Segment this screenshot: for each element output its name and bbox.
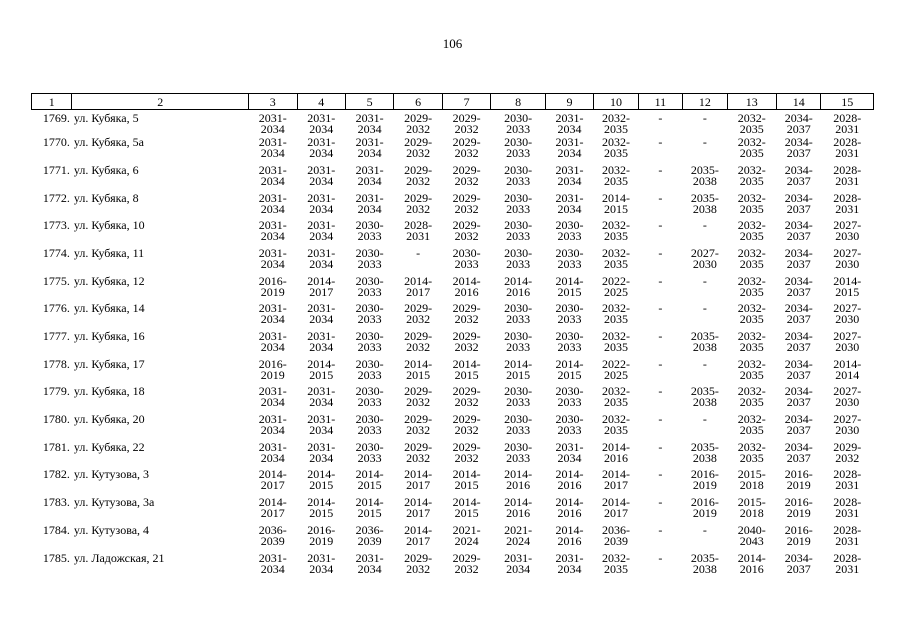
period-cell: 2034- 2037 bbox=[784, 329, 813, 354]
period-cell: 2029- 2032 bbox=[404, 301, 433, 327]
table-row bbox=[32, 331, 874, 359]
address-cell: ул. Кутузова, 4 bbox=[73, 522, 150, 537]
address-cell: ул. Кутузова, 3 bbox=[73, 467, 150, 482]
row-number: 1770. bbox=[42, 135, 70, 150]
period-cell: 2014- 2017 bbox=[258, 495, 287, 521]
table-row bbox=[32, 469, 874, 497]
period-cell: - bbox=[702, 111, 707, 125]
table-row bbox=[32, 303, 874, 331]
column-header: 8 bbox=[491, 94, 546, 110]
period-cell: 2016- 2019 bbox=[784, 467, 813, 493]
period-cell: 2031- 2034 bbox=[258, 301, 287, 327]
period-cell: 2031- 2034 bbox=[307, 301, 336, 327]
address-cell: ул. Кубяка, 12 bbox=[73, 273, 145, 288]
address-cell: ул. Кубяка, 5а bbox=[73, 135, 144, 150]
period-cell: 2014- 2017 bbox=[258, 467, 287, 493]
period-cell: 2030- 2033 bbox=[355, 384, 384, 410]
column-header: 5 bbox=[345, 94, 393, 110]
period-cell: 2014- 2015 bbox=[307, 356, 336, 382]
period-cell: 2014- 2017 bbox=[601, 495, 630, 521]
period-cell: 2030- 2033 bbox=[555, 384, 584, 410]
period-cell: 2030- 2033 bbox=[355, 245, 384, 271]
period-cell: 2031- 2034 bbox=[258, 111, 287, 136]
period-cell: - bbox=[658, 245, 663, 260]
period-cell: 2030- 2033 bbox=[504, 218, 533, 244]
period-cell: 2030- 2033 bbox=[504, 384, 533, 410]
period-cell: 2032- 2035 bbox=[601, 301, 630, 327]
period-cell: 2014- 2016 bbox=[555, 522, 584, 548]
row-number: 1772. bbox=[42, 190, 70, 205]
column-header: 15 bbox=[821, 94, 874, 110]
period-cell: 2030- 2033 bbox=[504, 245, 533, 271]
period-cell: 2014- 2015 bbox=[504, 356, 533, 382]
period-cell: 2034- 2037 bbox=[784, 218, 813, 244]
period-cell: 2014- 2015 bbox=[307, 495, 336, 521]
column-header: 4 bbox=[297, 94, 345, 110]
period-cell: 2029- 2032 bbox=[404, 412, 433, 438]
period-cell: - bbox=[658, 218, 663, 233]
period-cell: 2014- 2015 bbox=[355, 467, 384, 493]
period-cell: - bbox=[658, 495, 663, 510]
period-cell: 2031- 2034 bbox=[504, 550, 533, 576]
period-cell: 2032- 2035 bbox=[601, 245, 630, 271]
column-header: 7 bbox=[442, 94, 490, 110]
period-cell: 2029- 2032 bbox=[404, 550, 433, 576]
period-cell: 2027- 2030 bbox=[833, 384, 862, 410]
period-cell: 2031- 2034 bbox=[307, 550, 336, 576]
period-cell: 2027- 2030 bbox=[833, 245, 862, 271]
period-cell: 2031- 2034 bbox=[355, 111, 384, 136]
period-cell: 2034- 2037 bbox=[784, 439, 813, 465]
period-cell: 2035- 2038 bbox=[690, 190, 719, 216]
period-cell: 2032- 2035 bbox=[737, 162, 766, 188]
period-cell: 2032- 2035 bbox=[737, 439, 766, 465]
address-cell: ул. Кубяка, 18 bbox=[73, 384, 145, 399]
period-cell: 2034- 2037 bbox=[784, 190, 813, 216]
column-header: 10 bbox=[594, 94, 638, 110]
period-cell: 2014- 2016 bbox=[504, 467, 533, 493]
period-cell: 2028- 2031 bbox=[833, 111, 862, 136]
period-cell: 2031- 2034 bbox=[258, 384, 287, 410]
table-header bbox=[32, 94, 874, 110]
period-cell: 2031- 2034 bbox=[307, 384, 336, 410]
period-cell: 2031- 2034 bbox=[258, 190, 287, 216]
period-cell: 2031- 2034 bbox=[258, 245, 287, 271]
period-cell: 2030- 2033 bbox=[355, 301, 384, 327]
period-cell: 2035- 2038 bbox=[690, 384, 719, 410]
period-cell: 2016- 2019 bbox=[307, 522, 336, 548]
period-cell: 2030- 2033 bbox=[555, 329, 584, 354]
column-header: 12 bbox=[683, 94, 727, 110]
period-cell: 2015- 2018 bbox=[737, 467, 766, 493]
row-number: 1779. bbox=[42, 384, 70, 399]
period-cell: 2028- 2031 bbox=[833, 550, 862, 576]
period-cell: 2030- 2033 bbox=[355, 356, 384, 382]
page-number: 106 bbox=[442, 36, 463, 51]
period-cell: 2029- 2032 bbox=[452, 162, 481, 188]
period-cell: 2029- 2032 bbox=[452, 135, 481, 161]
period-cell: 2016- 2019 bbox=[690, 495, 719, 521]
period-cell: 2031- 2034 bbox=[307, 162, 336, 188]
period-cell: 2031- 2034 bbox=[258, 550, 287, 576]
period-cell: - bbox=[702, 273, 707, 288]
period-cell: 2030- 2033 bbox=[555, 412, 584, 438]
period-cell: 2014- 2015 bbox=[452, 495, 481, 521]
period-cell: - bbox=[658, 190, 663, 205]
period-cell: 2034- 2037 bbox=[784, 356, 813, 382]
period-cell: 2032- 2035 bbox=[737, 111, 766, 136]
period-cell: 2032- 2035 bbox=[737, 273, 766, 299]
period-cell: 2015- 2018 bbox=[737, 495, 766, 521]
table-row bbox=[32, 137, 874, 165]
row-number: 1783. bbox=[42, 495, 70, 510]
period-cell: - bbox=[702, 218, 707, 233]
period-cell: 2034- 2037 bbox=[784, 135, 813, 161]
period-cell: - bbox=[702, 135, 707, 150]
period-cell: - bbox=[658, 301, 663, 316]
period-cell: - bbox=[658, 467, 663, 482]
period-cell: 2034- 2037 bbox=[784, 384, 813, 410]
period-cell: 2030- 2033 bbox=[355, 273, 384, 299]
period-cell: 2032- 2035 bbox=[737, 329, 766, 354]
period-cell: 2014- 2016 bbox=[504, 273, 533, 299]
period-cell: 2032- 2035 bbox=[601, 162, 630, 188]
period-cell: 2031- 2034 bbox=[258, 439, 287, 465]
period-cell: 2014- 2015 bbox=[833, 273, 862, 299]
period-cell: 2028- 2031 bbox=[833, 135, 862, 161]
period-cell: - bbox=[658, 439, 663, 454]
period-cell: 2035- 2038 bbox=[690, 550, 719, 576]
schedule-table bbox=[31, 93, 874, 580]
period-cell: 2031- 2034 bbox=[258, 412, 287, 438]
row-number: 1775. bbox=[42, 273, 70, 288]
period-cell: 2014- 2017 bbox=[404, 467, 433, 493]
period-cell: 2028- 2031 bbox=[833, 522, 862, 548]
period-cell: 2014- 2015 bbox=[555, 273, 584, 299]
period-cell: 2029- 2032 bbox=[452, 190, 481, 216]
address-cell: ул. Кубяка, 16 bbox=[73, 329, 145, 343]
period-cell: 2032- 2035 bbox=[737, 384, 766, 410]
address-cell: ул. Кубяка, 8 bbox=[73, 190, 139, 205]
address-cell: ул. Кубяка, 5 bbox=[73, 111, 139, 125]
period-cell: 2016- 2019 bbox=[258, 356, 287, 382]
period-cell: - bbox=[658, 162, 663, 177]
period-cell: 2036- 2039 bbox=[355, 522, 384, 548]
period-cell: 2031- 2034 bbox=[355, 550, 384, 576]
period-cell: - bbox=[702, 412, 707, 427]
address-cell: ул. Кубяка, 10 bbox=[73, 218, 145, 233]
period-cell: 2031- 2034 bbox=[258, 162, 287, 188]
period-cell: 2030- 2033 bbox=[555, 218, 584, 244]
address-cell: ул. Ладожская, 21 bbox=[73, 550, 165, 565]
period-cell: 2027- 2030 bbox=[833, 301, 862, 327]
period-cell: 2030- 2033 bbox=[355, 439, 384, 465]
period-cell: 2014- 2016 bbox=[601, 439, 630, 465]
period-cell: 2031- 2034 bbox=[258, 329, 287, 354]
period-cell: 2031- 2034 bbox=[355, 135, 384, 161]
period-cell: 2034- 2037 bbox=[784, 245, 813, 271]
period-cell: 2032- 2035 bbox=[737, 218, 766, 244]
period-cell: 2032- 2035 bbox=[737, 135, 766, 161]
column-header: 9 bbox=[545, 94, 593, 110]
period-cell: 2031- 2034 bbox=[555, 439, 584, 465]
row-number: 1771. bbox=[42, 162, 70, 177]
table-row bbox=[32, 525, 874, 553]
period-cell: - bbox=[658, 522, 663, 537]
period-cell: 2036- 2039 bbox=[258, 522, 287, 548]
period-cell: 2031- 2034 bbox=[555, 111, 584, 136]
row-number: 1774. bbox=[42, 245, 70, 260]
period-cell: 2029- 2032 bbox=[833, 439, 862, 465]
period-cell: - bbox=[658, 273, 663, 288]
period-cell: 2030- 2033 bbox=[504, 301, 533, 327]
period-cell: 2029- 2032 bbox=[404, 135, 433, 161]
period-cell: 2032- 2035 bbox=[737, 245, 766, 271]
period-cell: 2028- 2031 bbox=[833, 467, 862, 493]
period-cell: 2014- 2015 bbox=[404, 356, 433, 382]
period-cell: - bbox=[702, 522, 707, 537]
period-cell: 2031- 2034 bbox=[307, 190, 336, 216]
table-row bbox=[32, 165, 874, 193]
period-cell: 2030- 2033 bbox=[504, 111, 533, 136]
period-cell: 2027- 2030 bbox=[833, 329, 862, 354]
period-cell: - bbox=[658, 384, 663, 399]
table-row bbox=[32, 248, 874, 276]
table-row bbox=[32, 414, 874, 442]
period-cell: 2030- 2033 bbox=[555, 301, 584, 327]
period-cell: 2032- 2035 bbox=[601, 135, 630, 161]
column-header: 1 bbox=[32, 94, 72, 110]
period-cell: 2032- 2035 bbox=[601, 412, 630, 438]
row-number: 1773. bbox=[42, 218, 70, 233]
column-header: 14 bbox=[777, 94, 821, 110]
period-cell: 2034- 2037 bbox=[784, 273, 813, 299]
period-cell: 2021- 2024 bbox=[504, 522, 533, 548]
table-row bbox=[32, 276, 874, 304]
row-number: 1776. bbox=[42, 301, 70, 316]
period-cell: 2040- 2043 bbox=[737, 522, 766, 548]
period-cell: 2031- 2034 bbox=[307, 218, 336, 244]
period-cell: - bbox=[658, 135, 663, 150]
period-cell: 2014- 2016 bbox=[555, 467, 584, 493]
address-cell: ул. Кутузова, 3а bbox=[73, 495, 155, 510]
period-cell: 2027- 2030 bbox=[833, 218, 862, 244]
table-row bbox=[32, 442, 874, 470]
period-cell: 2014- 2015 bbox=[452, 356, 481, 382]
period-cell: 2014- 2015 bbox=[355, 495, 384, 521]
period-cell: 2028- 2031 bbox=[404, 218, 433, 244]
period-cell: 2014- 2017 bbox=[404, 495, 433, 521]
period-cell: 2032- 2035 bbox=[601, 329, 630, 354]
address-cell: ул. Кубяка, 22 bbox=[73, 439, 145, 454]
period-cell: 2031- 2034 bbox=[555, 190, 584, 216]
address-cell: ул. Кубяка, 17 bbox=[73, 356, 145, 371]
period-cell: - bbox=[702, 356, 707, 371]
row-number: 1769. bbox=[42, 111, 70, 125]
period-cell: 2029- 2032 bbox=[404, 190, 433, 216]
address-cell: ул. Кубяка, 14 bbox=[73, 301, 145, 316]
period-cell: 2029- 2032 bbox=[404, 111, 433, 136]
period-cell: 2022- 2025 bbox=[601, 356, 630, 382]
period-cell: 2032- 2035 bbox=[737, 190, 766, 216]
period-cell: 2031- 2034 bbox=[258, 218, 287, 244]
period-cell: 2014- 2015 bbox=[307, 467, 336, 493]
period-cell: 2031- 2034 bbox=[307, 412, 336, 438]
period-cell: 2030- 2033 bbox=[504, 439, 533, 465]
period-cell: - bbox=[658, 329, 663, 343]
period-cell: - bbox=[658, 550, 663, 565]
period-cell: 2035- 2038 bbox=[690, 329, 719, 354]
period-cell: 2029- 2032 bbox=[452, 439, 481, 465]
address-cell: ул. Кубяка, 6 bbox=[73, 162, 139, 177]
period-cell: 2030- 2033 bbox=[504, 190, 533, 216]
period-cell: 2030- 2033 bbox=[504, 329, 533, 354]
period-cell: 2036- 2039 bbox=[601, 522, 630, 548]
period-cell: 2014- 2017 bbox=[307, 273, 336, 299]
period-cell: 2029- 2032 bbox=[452, 301, 481, 327]
table-row bbox=[32, 497, 874, 525]
period-cell: 2034- 2037 bbox=[784, 550, 813, 576]
period-cell: 2032- 2035 bbox=[601, 111, 630, 136]
row-number: 1784. bbox=[42, 522, 70, 537]
table-row bbox=[32, 220, 874, 248]
address-cell: ул. Кубяка, 11 bbox=[73, 245, 145, 260]
address-cell: ул. Кубяка, 20 bbox=[73, 412, 145, 427]
period-cell: 2029- 2032 bbox=[404, 439, 433, 465]
period-cell: - bbox=[416, 245, 421, 260]
period-cell: 2014- 2016 bbox=[504, 495, 533, 521]
period-cell: 2028- 2031 bbox=[833, 495, 862, 521]
period-cell: 2035- 2038 bbox=[690, 162, 719, 188]
column-header: 13 bbox=[727, 94, 776, 110]
period-cell: 2031- 2034 bbox=[555, 135, 584, 161]
period-cell: 2029- 2032 bbox=[452, 218, 481, 244]
period-cell: 2031- 2034 bbox=[307, 329, 336, 354]
period-cell: 2034- 2037 bbox=[784, 301, 813, 327]
period-cell: 2031- 2034 bbox=[307, 439, 336, 465]
period-cell: 2021- 2024 bbox=[452, 522, 481, 548]
period-cell: 2027- 2030 bbox=[690, 245, 719, 271]
period-cell: 2028- 2031 bbox=[833, 162, 862, 188]
period-cell: 2032- 2035 bbox=[601, 218, 630, 244]
period-cell: 2032- 2035 bbox=[601, 550, 630, 576]
period-cell: 2014- 2017 bbox=[404, 273, 433, 299]
period-cell: 2014- 2017 bbox=[601, 467, 630, 493]
period-cell: 2016- 2019 bbox=[258, 273, 287, 299]
period-cell: 2029- 2032 bbox=[452, 329, 481, 354]
period-cell: 2014- 2015 bbox=[555, 356, 584, 382]
period-cell: 2030- 2033 bbox=[355, 329, 384, 354]
period-cell: 2032- 2035 bbox=[737, 356, 766, 382]
column-header: 11 bbox=[638, 94, 682, 110]
row-number: 1781. bbox=[42, 439, 70, 454]
period-cell: 2014- 2016 bbox=[555, 495, 584, 521]
table-row bbox=[32, 193, 874, 221]
table-row bbox=[32, 110, 874, 138]
period-cell: 2014- 2014 bbox=[833, 356, 862, 382]
column-header: 2 bbox=[72, 94, 249, 110]
period-cell: 2029- 2032 bbox=[404, 329, 433, 354]
period-cell: 2022- 2025 bbox=[601, 273, 630, 299]
period-cell: 2014- 2016 bbox=[737, 550, 766, 576]
period-cell: 2029- 2032 bbox=[452, 550, 481, 576]
period-cell: 2030- 2033 bbox=[452, 245, 481, 271]
period-cell: 2030- 2033 bbox=[355, 218, 384, 244]
period-cell: 2031- 2034 bbox=[355, 190, 384, 216]
row-number: 1780. bbox=[42, 412, 70, 427]
period-cell: 2030- 2033 bbox=[504, 412, 533, 438]
period-cell: 2031- 2034 bbox=[307, 245, 336, 271]
period-cell: 2029- 2032 bbox=[452, 111, 481, 136]
period-cell: 2029- 2032 bbox=[452, 384, 481, 410]
period-cell: 2032- 2035 bbox=[601, 384, 630, 410]
period-cell: 2014- 2017 bbox=[404, 522, 433, 548]
table-row bbox=[32, 359, 874, 387]
period-cell: - bbox=[658, 412, 663, 427]
period-cell: 2029- 2032 bbox=[404, 384, 433, 410]
period-cell: 2035- 2038 bbox=[690, 439, 719, 465]
table-row bbox=[32, 553, 874, 581]
period-cell: 2031- 2034 bbox=[555, 550, 584, 576]
table-row bbox=[32, 386, 874, 414]
period-cell: 2034- 2037 bbox=[784, 412, 813, 438]
period-cell: 2031- 2034 bbox=[555, 162, 584, 188]
period-cell: - bbox=[658, 111, 663, 125]
period-cell: 2030- 2033 bbox=[555, 245, 584, 271]
period-cell: 2016- 2019 bbox=[784, 495, 813, 521]
period-cell: 2034- 2037 bbox=[784, 111, 813, 136]
column-header: 3 bbox=[249, 94, 297, 110]
column-header: 6 bbox=[394, 94, 442, 110]
period-cell: 2032- 2035 bbox=[737, 412, 766, 438]
period-cell: 2030- 2033 bbox=[504, 162, 533, 188]
period-cell: 2031- 2034 bbox=[307, 135, 336, 161]
period-cell: 2014- 2016 bbox=[452, 273, 481, 299]
period-cell: 2031- 2034 bbox=[355, 162, 384, 188]
row-number: 1778. bbox=[42, 356, 70, 371]
table-body bbox=[32, 110, 874, 581]
row-number: 1777. bbox=[42, 329, 70, 343]
period-cell: 2032- 2035 bbox=[737, 301, 766, 327]
header-row bbox=[32, 94, 874, 110]
period-cell: 2016- 2019 bbox=[690, 467, 719, 493]
period-cell: 2016- 2019 bbox=[784, 522, 813, 548]
period-cell: 2027- 2030 bbox=[833, 412, 862, 438]
row-number: 1785. bbox=[42, 550, 70, 565]
period-cell: 2029- 2032 bbox=[404, 162, 433, 188]
period-cell: - bbox=[658, 356, 663, 371]
period-cell: 2030- 2033 bbox=[504, 135, 533, 161]
period-cell: 2029- 2032 bbox=[452, 412, 481, 438]
period-cell: 2014- 2015 bbox=[452, 467, 481, 493]
period-cell: 2031- 2034 bbox=[258, 135, 287, 161]
period-cell: - bbox=[702, 301, 707, 316]
period-cell: 2028- 2031 bbox=[833, 190, 862, 216]
row-number: 1782. bbox=[42, 467, 70, 482]
period-cell: 2031- 2034 bbox=[307, 111, 336, 136]
period-cell: 2030- 2033 bbox=[355, 412, 384, 438]
period-cell: 2034- 2037 bbox=[784, 162, 813, 188]
period-cell: 2014- 2015 bbox=[601, 190, 630, 216]
